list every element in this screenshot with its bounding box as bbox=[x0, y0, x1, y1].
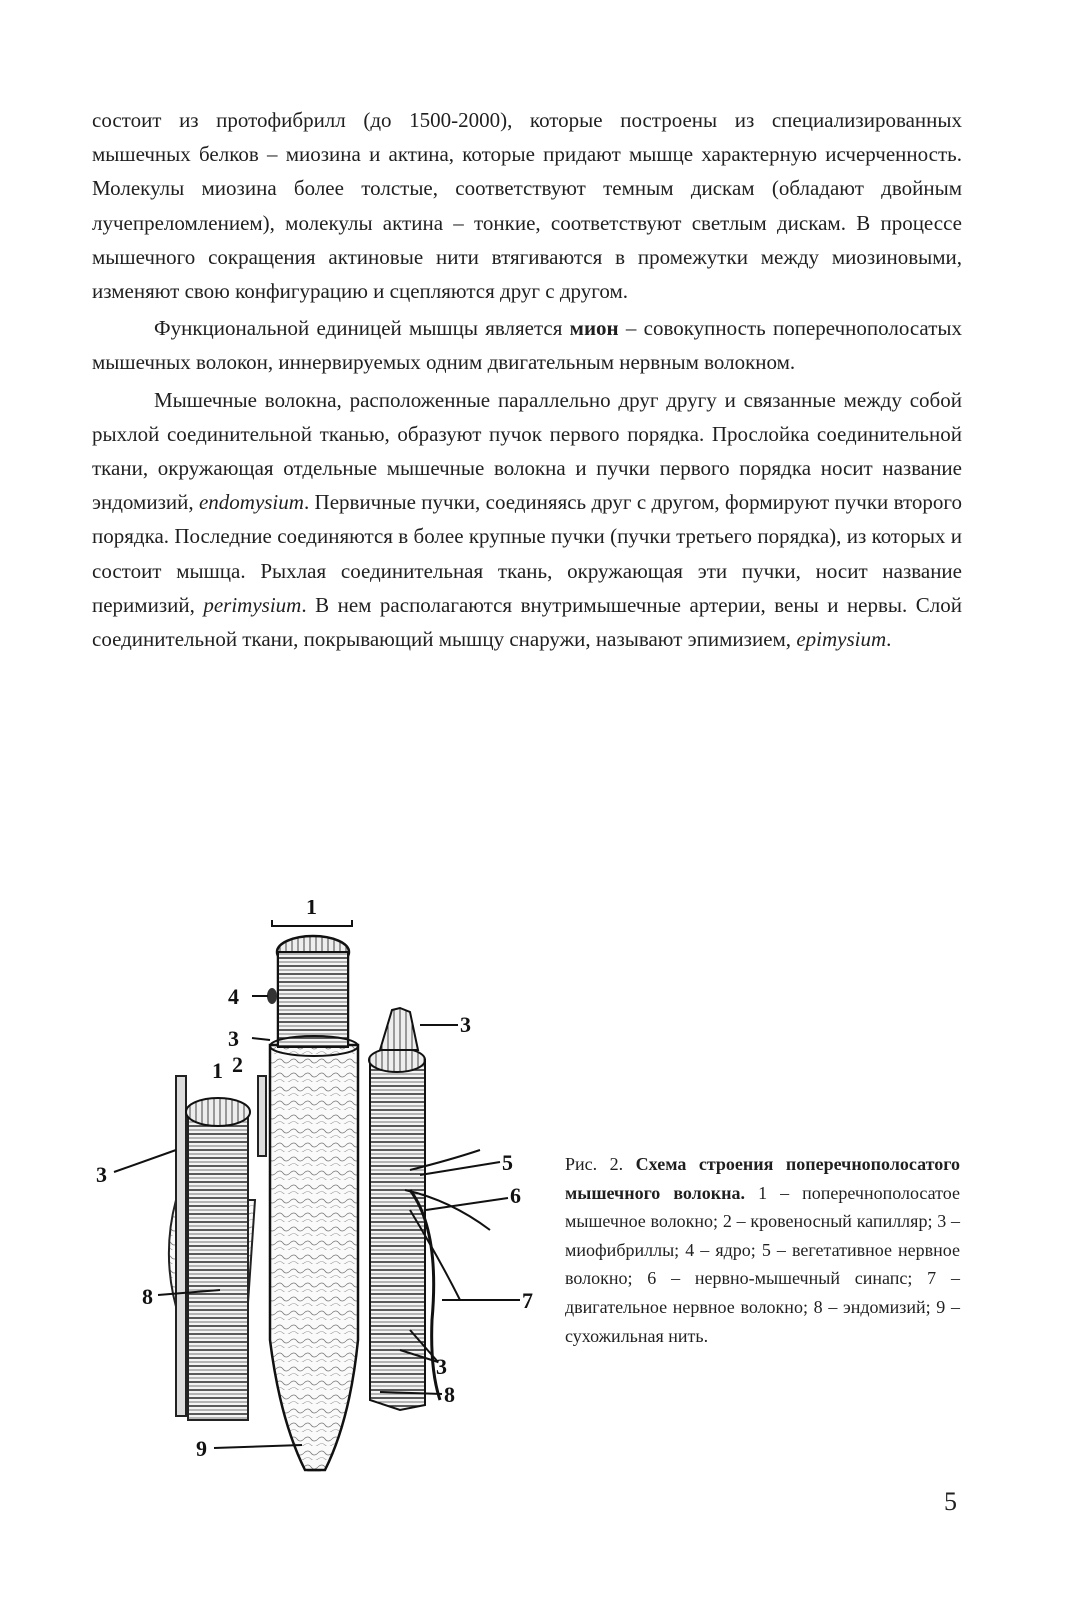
bracket-1 bbox=[272, 920, 352, 926]
text-run: состоит из протофибрилл (до 1500-2000), которые построены из специализированных мышечных белков – миозина и актина, которые придают мышце характерную исчерченность. Молекулы миозина более толстые, соответствуют темным дискам (обладают двойным лучепреломлением), молекулы актина – тонкие, соответствуют светлым дискам. В процессе мышечного сокращения актиновые нити втягиваются в промежутки между миозиновыми, изменяют свою конфигурацию и сцепляются друг с другом. bbox=[92, 108, 962, 304]
left-capillary bbox=[176, 1076, 186, 1416]
text-run: Мышечные волокна, расположенные параллельно друг другу и связанные между собой рыхлой соединительной тканью, образуют пучок первого порядка. Прослойка соединительной ткани, окружающая отдельные мышечные волокна и пучки первого порядка носит название эндомизий, bbox=[92, 387, 962, 515]
text-run: Функциональной единицей мышцы является bbox=[154, 316, 570, 341]
page-number: 5 bbox=[944, 1487, 957, 1516]
label-4: 4 bbox=[228, 984, 239, 1009]
central-fiber-upper bbox=[278, 952, 348, 1047]
right-myofibrils bbox=[380, 1008, 418, 1050]
text-run: . В нем располагаются внутримышечные артерии, вены и нервы. Слой соединительной ткани, покрывающий мышцу снаружи, называют эпимизием, bbox=[92, 592, 962, 652]
label-3-right: 3 bbox=[460, 1012, 471, 1037]
label-6: 6 bbox=[510, 1183, 521, 1208]
label-5: 5 bbox=[502, 1150, 513, 1175]
label-3-upper: 3 bbox=[228, 1026, 239, 1051]
latin-term: epimysium bbox=[796, 627, 887, 652]
left-fiber-top bbox=[186, 1098, 250, 1126]
right-fiber-top bbox=[369, 1048, 425, 1072]
paragraph bbox=[92, 383, 962, 657]
label-8-right: 8 bbox=[444, 1382, 455, 1407]
label-3-lower: 3 bbox=[436, 1354, 447, 1379]
paragraph bbox=[92, 311, 962, 379]
text-run: . Первичные пучки, соединяясь друг с другом, формируют пучки второго порядка. Последние соединяются в более крупные пучки (пучки третьего порядка), из которых и состоит мышца. Рыхлая соединительная ткань, окружающая эти пучки, носит название перимизий, bbox=[92, 490, 962, 617]
label-2: 2 bbox=[232, 1052, 243, 1077]
label-1-top: 1 bbox=[306, 900, 317, 919]
caption-prefix: Рис. 2. bbox=[565, 1154, 636, 1174]
caption-title: Схема строения поперечнополосатого мышечного волокна. bbox=[565, 1154, 960, 1203]
label-1-left: 1 bbox=[212, 1058, 223, 1083]
right-fiber bbox=[370, 1060, 425, 1410]
muscle-fiber-illustration bbox=[80, 900, 560, 1480]
paragraph bbox=[92, 103, 962, 308]
latin-term: perimysium bbox=[203, 592, 302, 617]
label-8-left: 8 bbox=[142, 1284, 153, 1309]
left-fiber bbox=[188, 1110, 248, 1420]
label-9: 9 bbox=[196, 1436, 207, 1461]
muscle-fiber-figure bbox=[80, 900, 560, 1480]
central-sheath bbox=[270, 1045, 358, 1470]
label-3-left: 3 bbox=[96, 1162, 107, 1187]
bold-term: мион bbox=[569, 316, 619, 341]
text-run: . bbox=[886, 627, 892, 652]
body-text bbox=[92, 103, 962, 656]
left-capillary-2 bbox=[258, 1076, 266, 1156]
label-7: 7 bbox=[522, 1288, 533, 1313]
nucleus bbox=[267, 988, 277, 1004]
figure-caption bbox=[565, 1150, 960, 1350]
caption-legend: 1 – поперечнополосатое мышечное волокно; 2 – кровеносный капилляр; 3 – миофибриллы; 4 – ядро; 5 – вегетативное нервное волокно; 6 – нервно-мышечный синапс; 7 – двигательное нервное волокно; 8 – эндомизий; 9 – сухожильная нить. bbox=[565, 1182, 960, 1346]
text-run: – совокупность поперечнополосатых мышечных волокон, иннервируемых одним двигательным нервным волокном. bbox=[92, 316, 962, 375]
latin-term: endomysium bbox=[198, 490, 304, 515]
